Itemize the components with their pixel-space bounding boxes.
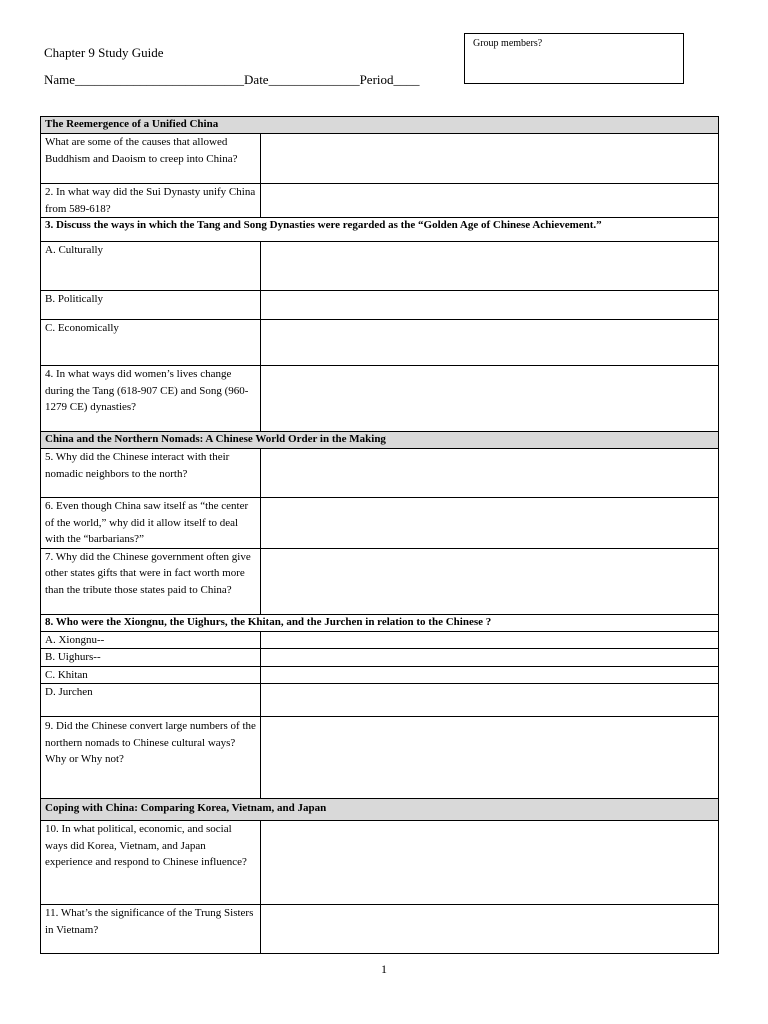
question-cell: C. Economically bbox=[41, 320, 261, 366]
question-cell: 2. In what way did the Sui Dynasty unify China from 589-618? bbox=[41, 184, 261, 218]
answer-cell[interactable] bbox=[261, 320, 719, 366]
question-cell: A. Xiongnu-- bbox=[41, 631, 261, 649]
section-header-unified-china: The Reemergence of a Unified China bbox=[41, 117, 719, 134]
question-cell: C. Khitan bbox=[41, 666, 261, 684]
question-cell: 11. What’s the significance of the Trung Sisters in Vietnam? bbox=[41, 905, 261, 954]
page-title: Chapter 9 Study Guide bbox=[44, 45, 164, 60]
answer-cell[interactable] bbox=[261, 631, 719, 649]
answer-cell[interactable] bbox=[261, 821, 719, 905]
page-number: 1 bbox=[381, 962, 387, 976]
answer-cell[interactable] bbox=[261, 684, 719, 717]
answer-cell[interactable] bbox=[261, 366, 719, 432]
answer-cell[interactable] bbox=[261, 666, 719, 684]
group-members-label: Group members? bbox=[473, 38, 543, 49]
answer-cell[interactable] bbox=[261, 449, 719, 498]
question-cell: 5. Why did the Chinese interact with their nomadic neighbors to the north? bbox=[41, 449, 261, 498]
answer-cell[interactable] bbox=[261, 548, 719, 614]
group-members-box[interactable] bbox=[464, 33, 684, 84]
question-cell: 4. In what ways did women’s lives change during the Tang (618-907 CE) and Song (960-1279 CE) dynasties? bbox=[41, 366, 261, 432]
question-cell: A. Culturally bbox=[41, 242, 261, 291]
question-cell: D. Jurchen bbox=[41, 684, 261, 717]
section-header-northern-nomads: China and the Northern Nomads: A Chinese World Order in the Making bbox=[41, 432, 719, 449]
question-cell: 9. Did the Chinese convert large numbers of the northern nomads to Chinese cultural ways? Why or Why not? bbox=[41, 717, 261, 799]
question-cell: What are some of the causes that allowed Buddhism and Daoism to creep into China? bbox=[41, 134, 261, 184]
question-cell: B. Uighurs-- bbox=[41, 649, 261, 667]
answer-cell[interactable] bbox=[261, 717, 719, 799]
answer-cell[interactable] bbox=[261, 905, 719, 954]
answer-cell[interactable] bbox=[261, 498, 719, 549]
study-guide-table bbox=[40, 116, 719, 954]
answer-cell[interactable] bbox=[261, 134, 719, 184]
question-cell: B. Politically bbox=[41, 291, 261, 320]
question-cell: 6. Even though China saw itself as “the center of the world,” why did it allow itself to deal with the “barbarians?” bbox=[41, 498, 261, 549]
question-3-heading: 3. Discuss the ways in which the Tang and Song Dynasties were regarded as the “Golden Age of Chinese Achievement.” bbox=[41, 218, 719, 242]
name-date-period-line: Name__________________________Date______________Period____ bbox=[44, 72, 420, 87]
answer-cell[interactable] bbox=[261, 184, 719, 218]
answer-cell[interactable] bbox=[261, 649, 719, 667]
question-8-heading: 8. Who were the Xiongnu, the Uighurs, the Khitan, and the Jurchen in relation to the Chinese ? bbox=[41, 614, 719, 631]
answer-cell[interactable] bbox=[261, 291, 719, 320]
answer-cell[interactable] bbox=[261, 242, 719, 291]
question-cell: 7. Why did the Chinese government often give other states gifts that were in fact worth more than the tribute those states paid to China? bbox=[41, 548, 261, 614]
question-cell: 10. In what political, economic, and social ways did Korea, Vietnam, and Japan experience and respond to Chinese influence? bbox=[41, 821, 261, 905]
section-header-coping-with-china: Coping with China: Comparing Korea, Vietnam, and Japan bbox=[41, 799, 719, 821]
